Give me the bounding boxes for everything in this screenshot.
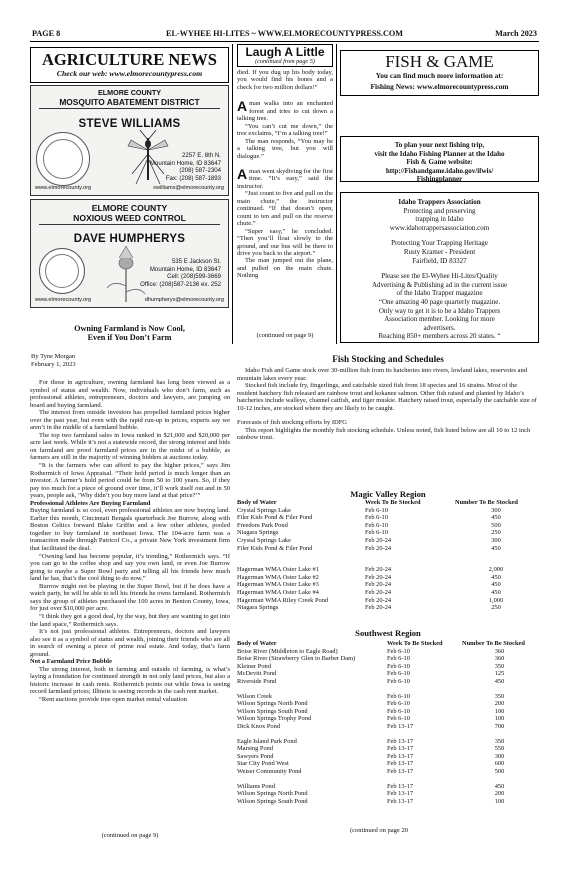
issue-date: March 2023 bbox=[495, 29, 537, 38]
table-row bbox=[237, 604, 537, 612]
water-body-cell: McDevitt Pond bbox=[237, 670, 277, 678]
laugh-a-little-banner bbox=[237, 44, 333, 67]
page-header bbox=[30, 28, 539, 42]
table-row bbox=[237, 648, 537, 656]
stock-count-cell: 450 bbox=[491, 588, 501, 596]
column-header: Week To Be Stocked bbox=[365, 499, 421, 506]
stock-count-cell: 350 bbox=[494, 692, 505, 700]
stock-week-cell: Feb 6-10 bbox=[387, 670, 410, 678]
table-row bbox=[237, 798, 537, 806]
continued-link[interactable]: (continued on page 9) bbox=[101, 832, 159, 839]
stock-week-cell: Feb 6-10 bbox=[387, 707, 410, 715]
stock-count-cell: 500 bbox=[494, 767, 505, 775]
stock-count-cell: 550 bbox=[494, 745, 505, 753]
paragraph: The top two farmland sales in Iowa ranked in $21,000 and $20,000 per acre last week. While it’s not a statewide record, the strong interest and bids on farmland are proof farmland prices are in the midst of a bubble, as farmers are still in the majority of winning bidders at auctions today. bbox=[30, 431, 230, 462]
drop-cap: A bbox=[237, 165, 248, 182]
table-row bbox=[237, 708, 537, 716]
stock-week-cell: Feb 20-24 bbox=[365, 573, 392, 581]
table-row bbox=[237, 745, 537, 753]
stock-count-cell: 500 bbox=[491, 521, 501, 529]
stock-week-cell: Feb 6-10 bbox=[387, 700, 410, 708]
column-header: Body of Water bbox=[237, 640, 277, 647]
water-body-cell: Wilson Springs North Pond bbox=[237, 790, 308, 798]
stock-count-cell: 450 bbox=[491, 581, 501, 589]
stock-count-cell: 2,000 bbox=[488, 566, 504, 574]
column-header: Week To Be Stocked bbox=[387, 640, 443, 647]
ad-city: Mountain Home, ID 83647 bbox=[149, 159, 221, 167]
table-row bbox=[237, 507, 537, 515]
table-row bbox=[237, 753, 537, 761]
water-body-cell: Weiser Community Pond bbox=[237, 767, 302, 775]
stock-count-cell: 450 bbox=[494, 782, 505, 790]
noxious-weed-ad bbox=[30, 199, 229, 308]
stock-count-cell: 300 bbox=[491, 506, 501, 514]
county-seal-icon bbox=[36, 132, 90, 186]
region-title: Southwest Region bbox=[355, 628, 421, 638]
ad-contact-name: STEVE WILLIAMS bbox=[78, 118, 181, 130]
column-header: Number To Be Stocked bbox=[462, 640, 525, 647]
continued-link[interactable]: (continued on page 20 bbox=[350, 827, 408, 834]
section-title: FISH & GAME bbox=[385, 52, 494, 71]
stock-week-cell: Feb 6-10 bbox=[387, 677, 410, 685]
table-row bbox=[237, 738, 537, 746]
table-row bbox=[237, 693, 537, 701]
column-header: Number To Be Stocked bbox=[455, 499, 518, 506]
water-body-cell: Wilson Creek bbox=[237, 692, 273, 700]
water-body-cell: Riverside Pond bbox=[237, 677, 277, 685]
stock-count-cell: 1,000 bbox=[488, 596, 504, 604]
ad-contact-name: DAVE HUMPHERYS bbox=[73, 233, 186, 245]
trappers-association-box: Idaho Trappers Association Protecting and preserving trapping in Idaho www.idahotrappersassociation.com Protecting Your Trapping Heritage Rusty Kramer - President Fairfield, ID 83327 Please see the El-Wyhee Hi-Lites/Quality Advertising & Publishing ad in the current issue of the Idaho Trapper magazine “One amazing 40 page quarterly magazine. Only way to get it is to be a Idaho Trappers Association member. Looking for more advertisers. Reaching 850+ members across 20 states. “ bbox=[340, 192, 539, 343]
stock-count-cell: 125 bbox=[494, 670, 505, 678]
table-row bbox=[237, 537, 537, 545]
water-body-cell: Star City Pond West bbox=[237, 760, 289, 768]
page-number: PAGE 8 bbox=[32, 29, 61, 38]
stock-count-cell: 250 bbox=[491, 529, 501, 537]
stock-count-cell: 450 bbox=[494, 677, 505, 685]
water-body-cell: Crystal Springs Lake bbox=[237, 536, 291, 544]
association-website[interactable]: www.idahotrappersassociation.com bbox=[389, 223, 490, 232]
paragraph: Buying farmland is so cool, even professional athletes are now buying land. Earlier this month, Cincinnati Bengals quarterback Joe Burrow, along with Boston Celtics forward Blake Griffin and a few other athletes, pooled together to buy farmland in northeast Iowa. The 104-acre farm was a transaction made through Patricof Co., a private New York investment firm that facilitated the deal. bbox=[30, 507, 230, 553]
section-title: AGRICULTURE NEWS bbox=[42, 50, 217, 69]
table-row bbox=[237, 574, 537, 582]
stock-count-cell: 360 bbox=[494, 655, 505, 663]
water-body-cell: Wilson Springs South Pond bbox=[237, 707, 308, 715]
ad-heading: ELMORE COUNTY bbox=[97, 88, 162, 97]
ad-website: www.elmorecounty.org bbox=[35, 297, 92, 304]
section-subtitle: (continued from page 5) bbox=[255, 58, 315, 65]
water-body-cell: Hagerman WMA Riley Creek Pond bbox=[237, 596, 329, 604]
stock-week-cell: Feb 6-10 bbox=[365, 514, 388, 522]
ad-email: swilliams@elmorecounty.org bbox=[153, 185, 224, 192]
section-title: Laugh A Little bbox=[245, 45, 325, 59]
stock-count-cell: 350 bbox=[494, 737, 505, 745]
ad-city: Mountain Home, ID 83647 bbox=[149, 265, 221, 273]
table-row bbox=[237, 723, 537, 731]
column-rule bbox=[232, 44, 233, 344]
stock-week-cell: Feb 13-17 bbox=[387, 760, 414, 768]
stock-week-cell: Feb 6-10 bbox=[365, 521, 388, 529]
water-body-cell: Freedom Park Pond bbox=[237, 521, 288, 529]
fish-and-game-banner bbox=[340, 50, 539, 96]
county-seal-icon bbox=[39, 248, 85, 294]
table-row bbox=[237, 663, 537, 671]
water-body-cell: Wilson Springs Trophy Pond bbox=[237, 715, 312, 723]
stocking-intro: Idaho Fish and Game stock over 30-million fish from its hatcheries into rivers, lowland lakes, reservoirs and mountain lakes every year. Stocked fish include fry, fingerlings, and catchable sized fish from 18 species and 16 strains. Most of the resident hatchery fish released are rainbow trout and kokanee salmon. Other fish raised and planted by Idaho’s hatcheries include walleye, channel catfish, and tiger muskie. Hatchery raised trout, especially the catchable size of 10-12 inches, are stocked where they are likely to be caught. Forecasts of fish stocking efforts by IDFG This report highlights the monthly fish stocking schedule. Unless noted, fish listed below are all 10 to 12 inch rainbow trout. bbox=[237, 367, 537, 442]
stock-week-cell: Feb 20-24 bbox=[365, 566, 392, 574]
table-row bbox=[237, 700, 537, 708]
water-body-cell: Eagle Island Park Pond bbox=[237, 737, 297, 745]
drop-cap: A bbox=[237, 98, 248, 115]
paragraph: died. If you dug up his body today, you would find his bones and a check for two million dollars!” bbox=[237, 69, 333, 91]
stock-week-cell: Feb 6-10 bbox=[387, 647, 410, 655]
table-row bbox=[237, 715, 537, 723]
paragraph: “Owning land has become popular, it’s trending,” Rothermich says. “If you can go to the coffee shop and say you own land, or even Joe Burrow going to maybe a Super Bowl party and telling all his friends how much land he has, that’s the cool thing to do now.” bbox=[30, 552, 230, 583]
stock-week-cell: Feb 6-10 bbox=[365, 506, 388, 514]
water-body-cell: Hagerman WMA Oster Lake #4 bbox=[237, 588, 319, 596]
paragraph: The interest from outside investors has propelled farmland prices higher over the past year, but even with the rapid run-up in prices, experts say we aren’t in the middle of a farmland bubble. bbox=[30, 409, 230, 432]
table-row bbox=[237, 670, 537, 678]
stock-week-cell: Feb 13-17 bbox=[387, 737, 414, 745]
table-row bbox=[237, 597, 537, 605]
stock-week-cell: Feb 13-17 bbox=[387, 790, 414, 798]
stock-count-cell: 450 bbox=[491, 514, 501, 522]
table-row bbox=[237, 678, 537, 686]
water-body-cell: Hagerman WMA Oster Lake #1 bbox=[237, 566, 319, 574]
ad-website: www.elmorecounty.org bbox=[35, 185, 92, 192]
stock-week-cell: Feb 20-24 bbox=[365, 536, 392, 544]
fishing-planner-link[interactable]: http://Fishandgame.idaho.gov/ifwis/ bbox=[385, 166, 494, 175]
article-date: February 1, 2023 bbox=[31, 361, 76, 368]
water-body-cell: Crystal Springs Lake bbox=[237, 506, 291, 514]
table-row bbox=[237, 655, 537, 663]
stock-week-cell: Feb 6-10 bbox=[365, 529, 388, 537]
table-row bbox=[237, 790, 537, 798]
table-row bbox=[237, 581, 537, 589]
water-body-cell: Marsing Pond bbox=[237, 745, 274, 753]
stock-week-cell: Feb 13-17 bbox=[387, 767, 414, 775]
stock-week-cell: Feb 20-24 bbox=[365, 544, 392, 552]
ad-phone: (208) 587-2304 bbox=[179, 167, 221, 175]
association-name: Idaho Trappers Association bbox=[398, 198, 481, 206]
magic-valley-table bbox=[237, 499, 537, 612]
table-row bbox=[237, 768, 537, 776]
stock-week-cell: Feb 20-24 bbox=[365, 581, 392, 589]
table-row bbox=[237, 522, 537, 530]
article-body bbox=[30, 379, 230, 704]
ad-cell: Cell: (208)599-3669 bbox=[167, 273, 221, 281]
article-byline: By Tyne Morgan bbox=[31, 353, 76, 360]
stock-count-cell: 450 bbox=[491, 573, 501, 581]
paragraph: For those in agriculture, owning farmland has long been viewed as a symbol of status and wealth. Now, individuals who don’t farm, such as professional athletes, entrepreneurs, doctors and lawyers, are jumping on board and buying farmland. bbox=[30, 379, 230, 409]
ad-heading: MOSQUITO ABATEMENT DISTRICT bbox=[59, 97, 200, 107]
stock-count-cell: 700 bbox=[494, 722, 505, 730]
stock-count-cell: 100 bbox=[494, 707, 505, 715]
ad-address: 535 E Jackson St. bbox=[171, 258, 221, 265]
ad-heading: NOXIOUS WEED CONTROL bbox=[73, 213, 186, 223]
stock-week-cell: Feb 13-17 bbox=[387, 722, 414, 730]
water-body-cell: Hagerman WMA Oster Lake #2 bbox=[237, 573, 319, 581]
fishing-planner-box: To plan your next fishing trip, visit the Idaho Fishing Planner at the Idaho Fish & Game website: http://Fishandgame.idaho.gov/ifwis/ Fishingplanner bbox=[340, 136, 539, 182]
stock-count-cell: 360 bbox=[494, 647, 505, 655]
water-body-cell: Wilson Springs South Pond bbox=[237, 797, 308, 805]
water-body-cell: Wilson Springs North Pond bbox=[237, 700, 308, 708]
stock-count-cell: 450 bbox=[491, 544, 501, 552]
table-row bbox=[237, 545, 537, 553]
joke-text: died. If you dug up his body today, you would find his bones and a check for two million dollars!” Aman walks into an enchanted forest and tries to cut down a talking tree. “You can’t cut me down,” the tree exclaims, “I’m a talking tree!” The man responds, “You may be a talking tree, but you will dialogue.” Aman went skydiving for the first time. “It’s easy,” said the instructor. “Just count to five and pull on the main chute,” the instructor continued. “If that doesn’t open, count to ten and pull on the reserve chute.” “Super easy,” he concluded. “Then you’ll float slowly to the ground, and our bus will be there to drive you back to the airport.” The man jumped out the plane, and pulled on the main chute. Nothing bbox=[237, 69, 333, 280]
paragraph: Burrow might not be playing in the Super Bowl, but if he does have a watch party, he will be able to tell his friends he owns farmland. Rothermich says the group of athletes purchased the 100 acres in Benton County, Iowa, for just over $10,000 per acre. bbox=[30, 582, 230, 613]
stock-count-cell: 200 bbox=[494, 790, 505, 798]
table-row bbox=[237, 783, 537, 791]
water-body-cell: Kleiner Pond bbox=[237, 662, 271, 670]
info-link[interactable]: Fishing News: www.elmorecountypress.com bbox=[370, 82, 509, 91]
stock-count-cell: 100 bbox=[494, 715, 505, 723]
stock-week-cell: Feb 6-10 bbox=[387, 715, 410, 723]
stock-week-cell: Feb 6-10 bbox=[387, 692, 410, 700]
mosquito-abatement-ad bbox=[30, 85, 229, 196]
section-subtitle: Check our web: www.elmorecountypress.com bbox=[56, 69, 203, 78]
stock-week-cell: Feb 6-10 bbox=[387, 655, 410, 663]
paragraph: “Rent auctions provide true open market rental valuation bbox=[39, 695, 187, 703]
info-line: You can find much more information at: bbox=[375, 71, 504, 80]
stock-week-cell: Feb 13-17 bbox=[387, 782, 414, 790]
subheading: Professional Athletes Are Buying Farmland bbox=[30, 499, 151, 507]
table-row bbox=[237, 529, 537, 537]
water-body-cell: Hagerman WMA Oster Lake #3 bbox=[237, 581, 319, 589]
column-rule bbox=[336, 44, 337, 344]
ad-office: Office: (208)587-2136 ex. 252 bbox=[140, 280, 221, 288]
ad-address: 2257 E. 8th N. bbox=[182, 152, 221, 159]
stock-count-cell: 200 bbox=[494, 700, 505, 708]
paragraph: “It is the farmers who can afford to pay the higher prices,” says Jim Rothermich of Iowa Appraisal. “Their hold period is much longer than an investor. A farmer’s hold period could be from 50 to 100 years. So, if they pay too much for a piece of ground over time, it’ll work itself out and in 50 years, people ask, ‘Why didn’t you buy more land at that price?’” bbox=[30, 462, 230, 500]
water-body-cell: Williams Pond bbox=[237, 782, 275, 790]
water-body-cell: Niagara Springs bbox=[237, 529, 279, 537]
subheading: Not a Farmland Price Bubble bbox=[30, 658, 112, 666]
ad-fax: Fax: (208) 587-1893 bbox=[165, 174, 221, 182]
paragraph: The strong interest, both in farming and outside of farming, is what’s laying a foundation for continued strength in not only land prices, but also a historic increase in cash rents. Rothermich points out while Iowa is seeing record farmland prices; Illinois is seeing records in the cash rent market. bbox=[30, 665, 230, 696]
region-title: Magic Valley Region bbox=[350, 489, 426, 499]
joke: Aman walks into an enchanted forest and tries to cut down a talking tree. bbox=[237, 98, 333, 123]
stocking-title: Fish Stocking and Schedules bbox=[332, 354, 444, 364]
table-row bbox=[237, 514, 537, 522]
paragraph: “I think they got a good deal, by the way, but they are wanting to get into the land space,” Rothermich says. bbox=[30, 612, 230, 628]
paragraph: It’s not just professional athletes. Entrepreneurs, doctors and lawyers also see it as a symbol of status and wealth, joining their friends who are all in search of owning a piece of prime real estate. And today, that’s farm ground. bbox=[30, 628, 230, 658]
stock-count-cell: 350 bbox=[494, 662, 505, 670]
stock-week-cell: Feb 13-17 bbox=[387, 745, 414, 753]
column-header: Body of Water bbox=[237, 499, 277, 506]
continued-link[interactable]: (continued on page 9) bbox=[256, 332, 314, 339]
water-body-cell: Sawyers Pond bbox=[237, 752, 274, 760]
joke: Aman went skydiving for the first time. “It’s easy,” said the instructor. bbox=[237, 165, 333, 190]
table-row bbox=[237, 566, 537, 574]
stock-count-cell: 100 bbox=[494, 797, 505, 805]
stock-week-cell: Feb 20-24 bbox=[365, 596, 392, 604]
agriculture-news-banner bbox=[30, 47, 229, 83]
stock-week-cell: Feb 13-17 bbox=[387, 797, 414, 805]
water-body-cell: Niagara Springs bbox=[237, 604, 279, 612]
southwest-table bbox=[237, 640, 537, 805]
stock-count-cell: 300 bbox=[494, 752, 505, 760]
stock-count-cell: 600 bbox=[494, 760, 505, 768]
water-body-cell: Filer Kids Pond & Filer Pond bbox=[237, 544, 313, 552]
stock-week-cell: Feb 20-24 bbox=[365, 588, 392, 596]
ad-email: dhumpherys@elmorecounty.org bbox=[144, 297, 224, 304]
table-row bbox=[237, 589, 537, 597]
water-body-cell: Filer Kids Pond & Filer Pond bbox=[237, 514, 313, 522]
stock-week-cell: Feb 6-10 bbox=[387, 662, 410, 670]
stock-count-cell: 300 bbox=[491, 536, 501, 544]
masthead: EL-WYHEE HI-LITES ~ WWW.ELMORECOUNTYPRESS.COM bbox=[166, 29, 403, 38]
article-headline: Owning Farmland is Now Cool, Even if You Don’t Farm bbox=[74, 324, 185, 342]
water-body-cell: Dick Knox Pond bbox=[237, 722, 280, 730]
ad-heading: ELMORE COUNTY bbox=[91, 203, 168, 213]
water-body-cell: Boise River (Middleton to Eagle Road) bbox=[237, 647, 338, 655]
stock-week-cell: Feb 13-17 bbox=[387, 752, 414, 760]
stock-count-cell: 250 bbox=[491, 604, 501, 612]
stock-week-cell: Feb 20-24 bbox=[365, 604, 392, 612]
table-row bbox=[237, 760, 537, 768]
water-body-cell: Boise River (Strawberry Glen to Barber Dam) bbox=[237, 655, 356, 663]
